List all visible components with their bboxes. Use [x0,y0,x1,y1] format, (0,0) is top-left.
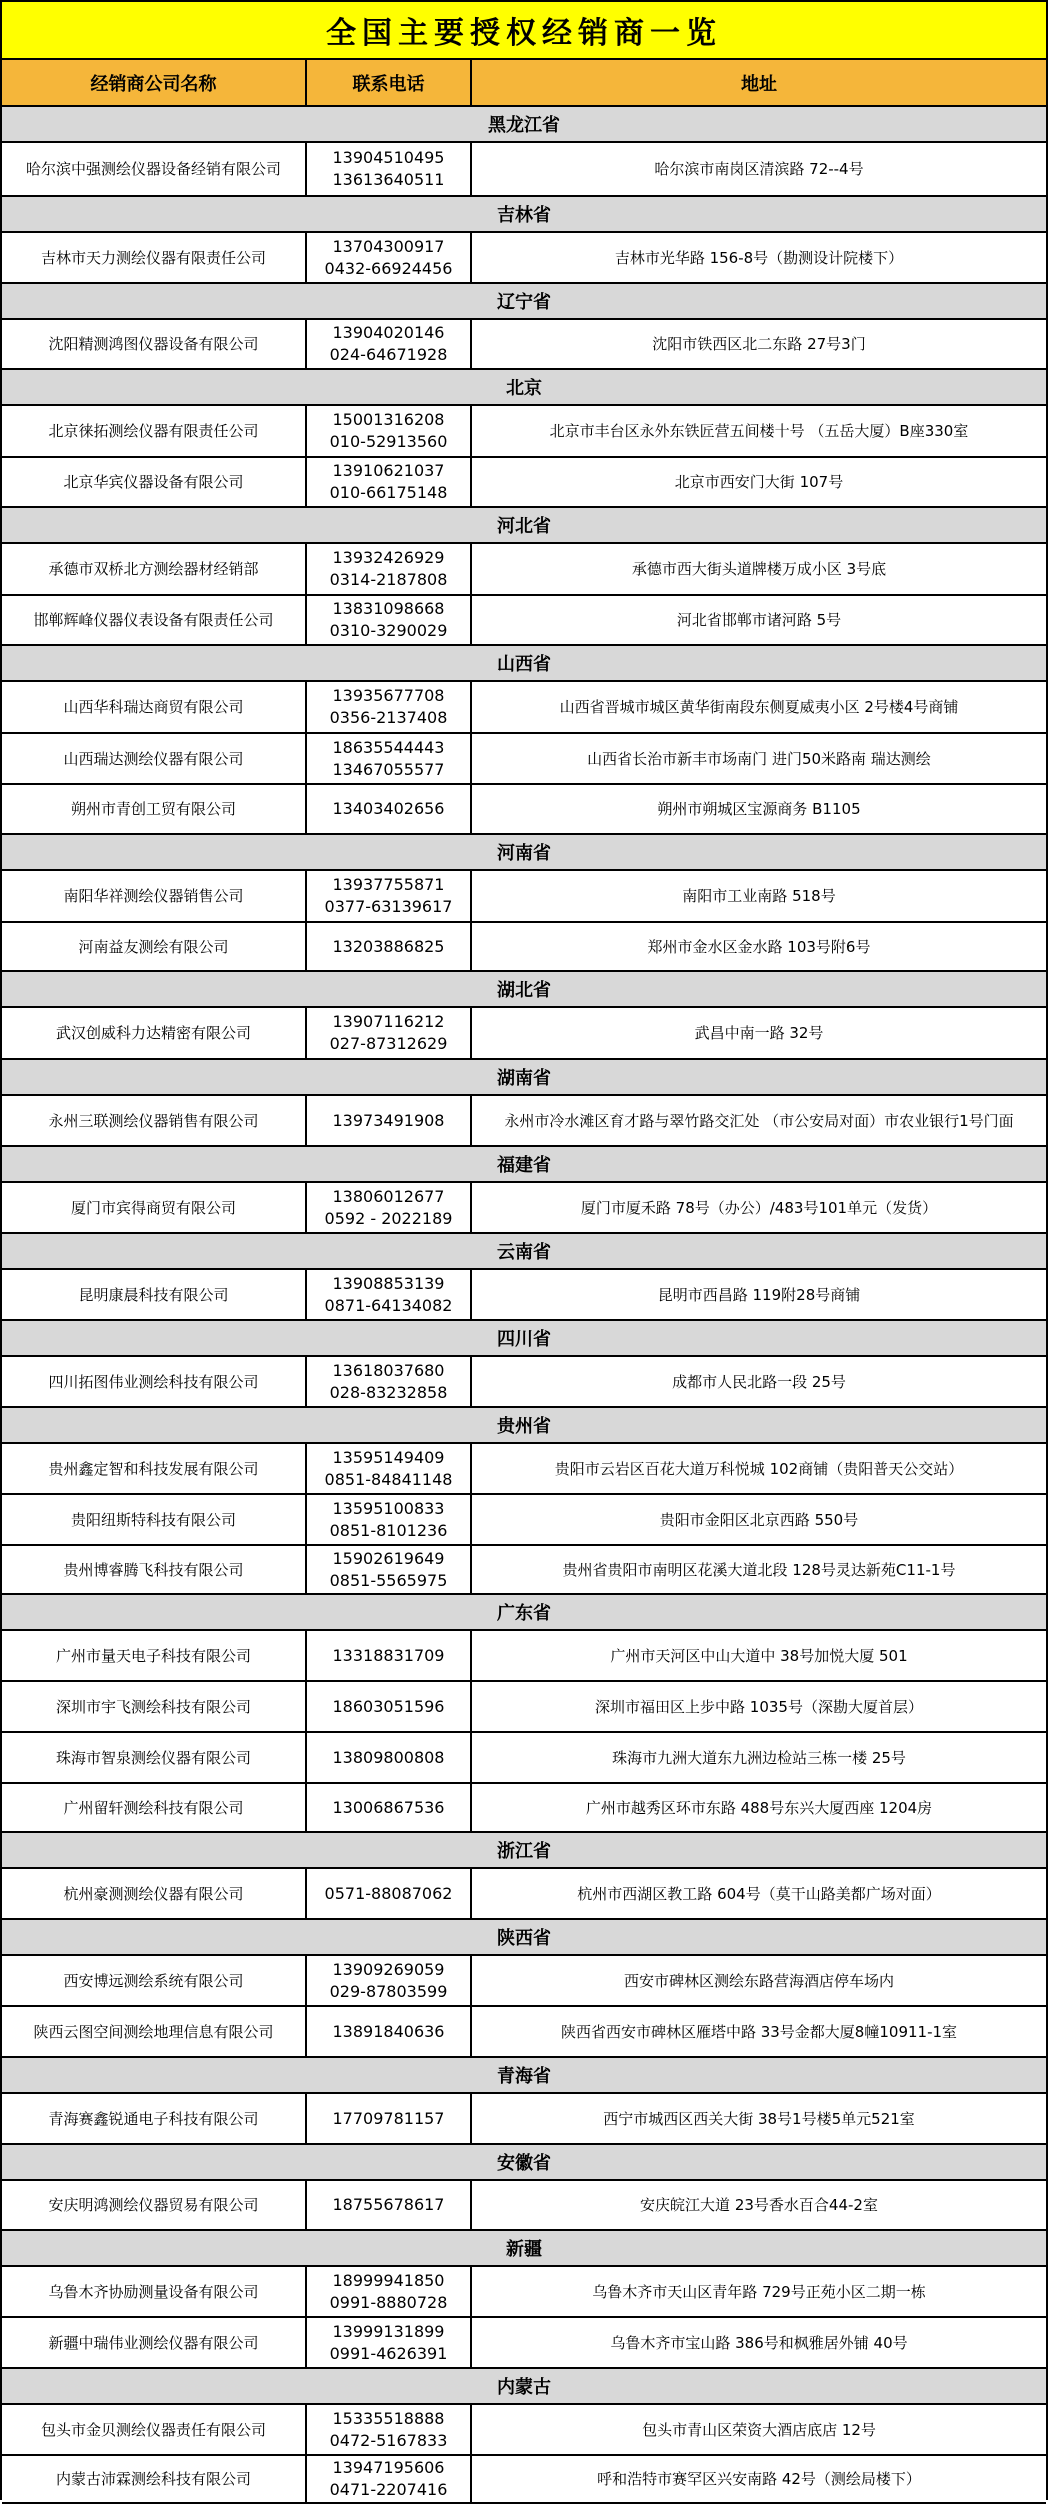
dealer-name: 山西华科瑞达商贸有限公司 [2,682,307,732]
table-row [2,923,1046,972]
phone-number: 0432-66924456 [324,258,453,278]
table-row [2,320,1046,370]
dealer-name: 贵阳纽斯特科技有限公司 [2,1495,307,1544]
dealer-phones [307,1495,472,1544]
province-header: 云南省 [2,1234,1046,1270]
table-row [2,785,1046,835]
table-header [2,60,1046,107]
phone-number: 17709781157 [332,2108,445,2128]
phone-number: 0310-3290029 [329,621,448,640]
dealer-address: 北京市西安门大街 107号 [674,473,844,491]
table-row [2,1096,1046,1147]
phone-number: 18635544443 [332,737,445,757]
dealer-address: 包头市青山区荣资大酒店底店 12号 [642,2420,876,2439]
dealer-address: 南阳市工业南路 518号 [682,887,836,905]
table-row [2,1495,1046,1546]
dealer-address: 深圳市福田区上步中路 1035号（深勘大厦首层） [595,1697,923,1716]
dealer-name: 西安博远测绘系统有限公司 [2,1956,307,2005]
dealer-name: 珠海市智泉测绘仪器有限公司 [2,1733,307,1782]
dealer-name: 内蒙古沛霖测绘科技有限公司 [2,2456,307,2502]
dealer-name: 乌鲁木齐协励测量设备有限公司 [2,2267,307,2316]
dealer-phones [307,1956,472,2005]
dealer-phones [307,1784,472,1831]
dealer-address: 乌鲁木齐市天山区青年路 729号正苑小区二期一栋 [592,2282,926,2301]
province-header: 河北省 [2,508,1046,544]
province-header: 山西省 [2,646,1046,682]
dealer-phones [307,143,472,195]
dealer-address: 昆明市西昌路 119附28号商铺 [657,1285,861,1304]
dealer-phones [307,1357,472,1406]
phone-number: 13935677708 [332,686,445,705]
phone-number: 024-64671928 [329,345,448,364]
phone-number: 010-66175148 [329,483,448,502]
dealer-address: 承德市西大街头道牌楼万成小区 3号底 [631,560,887,578]
dealer-address: 厦门市厦禾路 78号（办公）/483号101单元（发货） [580,1198,938,1217]
dealer-name: 北京徕拓测绘仪器有限责任公司 [2,406,307,456]
phone-number: 13595149409 [332,1447,445,1467]
dealer-name: 四川拓图伟业测绘科技有限公司 [2,1357,307,1406]
dealer-phones [307,320,472,368]
dealer-name: 深圳市宇飞测绘科技有限公司 [2,1682,307,1731]
phone-number: 15001316208 [332,410,445,429]
dealer-name: 南阳华祥测绘仪器销售公司 [2,871,307,921]
dealer-name: 杭州豪测测绘仪器有限公司 [2,1869,307,1918]
phone-number: 18603051596 [332,1696,445,1716]
phone-number: 13908853139 [332,1273,445,1293]
province-header: 青海省 [2,2058,1046,2094]
province-header: 河南省 [2,835,1046,871]
table-row [2,2007,1046,2058]
phone-number: 13595100833 [332,1498,445,1518]
column-header-name: 经销商公司名称 [2,60,307,105]
dealer-name: 贵州博睿腾飞科技有限公司 [2,1546,307,1593]
dealer-address: 武昌中南一路 32号 [694,1024,824,1042]
province-header: 四川省 [2,1321,1046,1357]
dealer-phones [307,734,472,783]
phone-number: 13907116212 [332,1012,445,1031]
dealer-name: 厦门市宾得商贸有限公司 [2,1183,307,1232]
phone-number: 13909269059 [332,1959,445,1979]
phone-number: 13932426929 [332,548,445,567]
dealer-address: 北京市丰台区永外东铁匠营五间楼十号 （五岳大厦）B座330室 [549,422,969,440]
phone-number: 13613640511 [332,170,445,189]
phone-number: 13467055577 [332,759,445,779]
phone-number: 13904020146 [332,323,445,342]
dealer-address: 贵阳市金阳区北京西路 550号 [659,1510,859,1529]
dealer-name: 安庆明鸿测绘仪器贸易有限公司 [2,2181,307,2229]
table-row [2,1956,1046,2007]
dealer-phones [307,1183,472,1232]
phone-number: 13891840636 [332,2021,445,2041]
dealer-phones [307,785,472,833]
province-header: 湖北省 [2,972,1046,1008]
dealer-phones [307,1096,472,1145]
dealer-address: 安庆皖江大道 23号香水百合44-2室 [640,2196,878,2214]
dealer-phones [307,2094,472,2143]
table-row [2,1546,1046,1595]
dealer-name: 朔州市青创工贸有限公司 [2,785,307,833]
phone-number: 13999131899 [332,2321,445,2341]
dealer-name: 武汉创威科力达精密有限公司 [2,1008,307,1058]
province-header: 贵州省 [2,1408,1046,1444]
phone-number: 028-83232858 [329,1382,448,1402]
dealer-name: 承德市双桥北方测绘器材经销部 [2,544,307,594]
dealer-address: 哈尔滨市南岗区清滨路 72--4号 [654,160,864,178]
table-row [2,871,1046,923]
phone-number: 13806012677 [332,1186,445,1206]
table-row [2,1444,1046,1495]
province-header: 黑龙江省 [2,107,1046,143]
phone-number: 0851-5565975 [329,1570,448,1590]
table-row [2,734,1046,785]
province-header: 浙江省 [2,1833,1046,1869]
dealer-name: 昆明康晨科技有限公司 [2,1270,307,1319]
dealer-phones [307,1869,472,1918]
phone-number: 15902619649 [332,1548,445,1568]
dealer-phones [307,596,472,644]
dealer-name: 吉林市天力测绘仪器有限责任公司 [2,233,307,282]
dealer-address: 河北省邯郸市诸河路 5号 [676,611,842,629]
table-row [2,1008,1046,1060]
table-row [2,406,1046,458]
table-row [2,1357,1046,1408]
dealer-phones [307,544,472,594]
dealer-phones [307,2181,472,2229]
dealer-phones [307,923,472,970]
table-row [2,1682,1046,1733]
phone-number: 13947195606 [332,2458,445,2477]
table-row [2,2094,1046,2145]
table-row [2,2267,1046,2318]
phone-number: 0377-63139617 [324,897,453,916]
phone-number: 0991-8880728 [329,2292,448,2312]
table-row [2,1631,1046,1682]
province-header: 辽宁省 [2,284,1046,320]
phone-number: 0592 - 2022189 [324,1208,453,1228]
table-row [2,2456,1046,2504]
table-row [2,2181,1046,2231]
dealer-phones [307,1546,472,1593]
phone-number: 13904510495 [332,148,445,167]
dealer-phones [307,406,472,456]
column-header-phone: 联系电话 [307,60,472,105]
phone-number: 13006867536 [332,1797,445,1817]
dealer-phones [307,2405,472,2454]
dealer-address: 成都市人民北路一段 25号 [672,1372,846,1391]
dealer-phones [307,1270,472,1319]
dealer-phones [307,458,472,506]
table-row [2,1183,1046,1234]
dealer-name: 北京华宾仪器设备有限公司 [2,458,307,506]
dealer-address: 西宁市城西区西关大街 38号1号楼5单元521室 [603,2109,915,2128]
province-header: 湖南省 [2,1060,1046,1096]
dealer-phones [307,1733,472,1782]
dealer-address: 贵州省贵阳市南明区花溪大道北段 128号灵达新苑C11-1号 [562,1560,956,1579]
dealer-address: 郑州市金水区金水路 103号附6号 [647,937,871,956]
phone-number: 0471-2207416 [329,2480,448,2499]
phone-number: 0871-64134082 [324,1295,453,1315]
table-row [2,2318,1046,2369]
phone-number: 0571-88087062 [324,1883,453,1903]
phone-number: 010-52913560 [329,432,448,451]
dealer-address: 吉林市光华路 156-8号（勘测设计院楼下） [614,248,904,267]
phone-number: 0851-8101236 [329,1520,448,1540]
dealer-address: 广州市越秀区环市东路 488号东兴大厦西座 1204房 [585,1798,933,1817]
dealer-name: 广州市量天电子科技有限公司 [2,1631,307,1680]
province-header: 陕西省 [2,1920,1046,1956]
dealer-name: 青海赛鑫锐通电子科技有限公司 [2,2094,307,2143]
dealer-phones [307,871,472,921]
dealer-phones [307,1444,472,1493]
dealer-address: 杭州市西湖区教工路 604号（莫干山路美都广场对面） [577,1884,941,1903]
dealer-phones [307,233,472,282]
dealer-address: 西安市碑林区测绘东路营海酒店停车场内 [623,1971,894,1990]
phone-number: 13809800808 [332,1747,445,1767]
phone-number: 13704300917 [332,236,445,256]
phone-number: 13910621037 [332,461,445,480]
phone-number: 0991-4626391 [329,2343,448,2363]
table-row [2,233,1046,284]
table-row [2,596,1046,646]
dealer-address: 永州市冷水滩区育才路与翠竹路交汇处 （市公安局对面）市农业银行1号门面 [504,1111,1014,1130]
page-title: 全国主要授权经销商一览 [2,0,1046,60]
dealer-phones [307,1008,472,1058]
dealer-address: 山西省晋城市城区黄华街南段东侧夏威夷小区 2号楼4号商铺 [559,698,959,716]
dealer-name: 河南益友测绘有限公司 [2,923,307,970]
dealer-name: 包头市金贝测绘仪器责任有限公司 [2,2405,307,2454]
dealer-name: 广州留轩测绘科技有限公司 [2,1784,307,1831]
table-row [2,1270,1046,1321]
dealer-name: 陕西云图空间测绘地理信息有限公司 [2,2007,307,2056]
phone-number: 0472-5167833 [329,2430,448,2450]
dealer-address: 广州市天河区中山大道中 38号加悦大厦 501 [610,1646,908,1665]
phone-number: 18755678617 [332,2195,445,2214]
province-header: 吉林省 [2,197,1046,233]
dealer-phones [307,2267,472,2316]
dealer-address: 朔州市朔城区宝源商务 B1105 [657,800,861,818]
table-row [2,2405,1046,2456]
phone-number: 13403402656 [332,799,445,818]
dealer-phones [307,2007,472,2056]
dealer-address: 珠海市九洲大道东九洲边检站三栋一楼 25号 [612,1748,906,1767]
table-row [2,458,1046,508]
phone-number: 13618037680 [332,1360,445,1380]
dealer-address: 陕西省西安市碑林区雁塔中路 33号金都大厦8幢10911-1室 [560,2022,958,2041]
dealer-name: 沈阳精测鸿图仪器设备有限公司 [2,320,307,368]
province-header: 福建省 [2,1147,1046,1183]
phone-number: 0851-84841148 [324,1469,453,1489]
phone-number: 0356-2137408 [329,708,448,727]
dealer-phones [307,682,472,732]
phone-number: 13937755871 [332,875,445,894]
table-row [2,544,1046,596]
province-header: 安徽省 [2,2145,1046,2181]
province-header: 广东省 [2,1595,1046,1631]
phone-number: 029-87803599 [329,1981,448,2001]
dealer-address: 贵阳市云岩区百花大道万科悦城 102商铺（贵阳普天公交站） [554,1459,964,1478]
dealer-name: 邯郸辉峰仪器仪表设备有限责任公司 [2,596,307,644]
dealer-name: 新疆中瑞伟业测绘仪器有限公司 [2,2318,307,2367]
phone-number: 0314-2187808 [329,570,448,589]
dealer-address: 沈阳市铁西区北二东路 27号3门 [652,335,866,353]
dealer-phones [307,2456,472,2502]
dealer-address: 呼和浩特市赛罕区兴安南路 42号（测绘局楼下） [597,2470,921,2488]
table-row [2,143,1046,197]
dealer-name: 山西瑞达测绘仪器有限公司 [2,734,307,783]
dealer-phones [307,1631,472,1680]
table-row [2,682,1046,734]
dealer-phones [307,1682,472,1731]
dealer-name: 永州三联测绘仪器销售有限公司 [2,1096,307,1145]
phone-number: 18999941850 [332,2270,445,2290]
province-header: 北京 [2,370,1046,406]
phone-number: 027-87312629 [329,1034,448,1053]
phone-number: 13973491908 [332,1110,445,1130]
table-row [2,1733,1046,1784]
dealer-name: 哈尔滨中强测绘仪器设备经销有限公司 [2,143,307,195]
table-row [2,1784,1046,1833]
table-row [2,1869,1046,1920]
phone-number: 13318831709 [332,1645,445,1665]
dealer-address: 山西省长治市新丰市场南门 进门50米路南 瑞达测绘 [587,749,931,768]
dealer-phones [307,2318,472,2367]
province-header: 内蒙古 [2,2369,1046,2405]
phone-number: 13203886825 [332,936,445,956]
column-header-address: 地址 [741,73,777,95]
dealer-name: 贵州鑫定智和科技发展有限公司 [2,1444,307,1493]
phone-number: 15335518888 [332,2408,445,2428]
dealer-address: 乌鲁木齐市宝山路 386号和枫雅居外铺 40号 [610,2333,908,2352]
province-header: 新疆 [2,2231,1046,2267]
phone-number: 13831098668 [332,599,445,618]
